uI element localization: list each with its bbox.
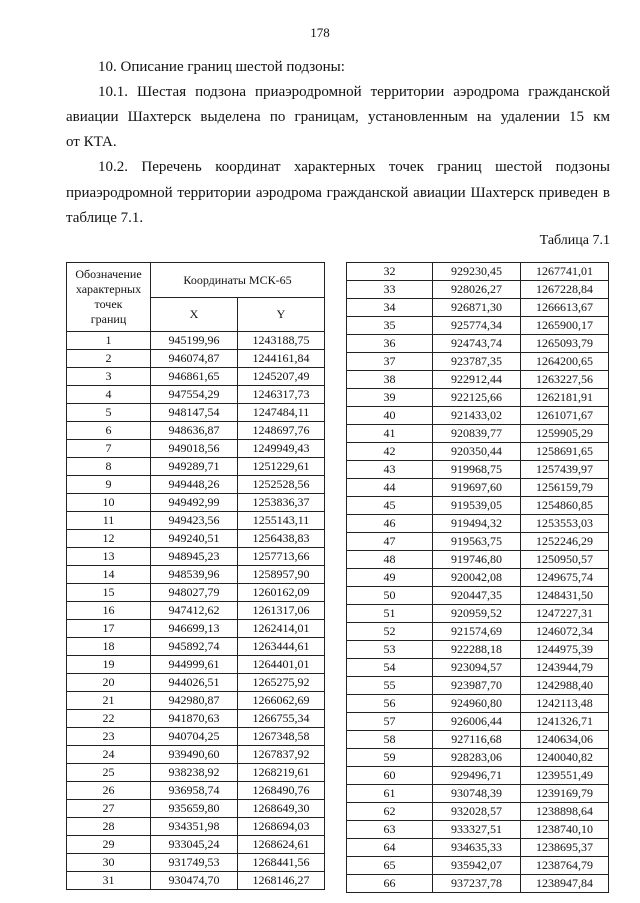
y-coordinate-cell: 1238947,84 [521,875,609,893]
table-row [347,443,609,461]
table-row [67,674,325,692]
point-number-cell: 63 [347,821,433,839]
x-coordinate-cell: 928026,27 [433,281,521,299]
point-number-cell: 45 [347,497,433,515]
point-number-cell: 30 [67,854,151,872]
x-coordinate-cell: 919539,05 [433,497,521,515]
table-row [67,728,325,746]
table-row [347,371,609,389]
point-number-cell: 8 [67,458,151,476]
y-coordinate-cell: 1240634,06 [521,731,609,749]
y-coordinate-cell: 1243188,75 [238,332,325,350]
paragraph-10-2-line-3: таблице 7.1. [66,210,144,226]
table-row [347,785,609,803]
table-row [347,623,609,641]
table-row [347,479,609,497]
paragraph-10-1-line-3: от КТА. [66,134,117,150]
point-number-cell: 42 [347,443,433,461]
point-number-cell: 48 [347,551,433,569]
x-coordinate-cell: 924743,74 [433,335,521,353]
point-number-cell: 44 [347,479,433,497]
table-row [67,602,325,620]
y-coordinate-cell: 1239169,79 [521,785,609,803]
y-coordinate-cell: 1261071,67 [521,407,609,425]
y-coordinate-cell: 1253836,37 [238,494,325,512]
y-coordinate-cell: 1267228,84 [521,281,609,299]
table-row [347,605,609,623]
x-coordinate-cell: 922912,44 [433,371,521,389]
y-coordinate-cell: 1267741,01 [521,263,609,281]
x-coordinate-cell: 946861,65 [151,368,238,386]
x-coordinate-cell: 948027,79 [151,584,238,602]
table-row [347,641,609,659]
point-number-cell: 33 [347,281,433,299]
paragraph-10-1-line-1: 10.1. Шестая подзона приаэродромной территории аэродрома гражданской [98,84,610,100]
table-row [67,782,325,800]
table-row [347,713,609,731]
left-table-body [67,332,325,890]
x-coordinate-cell: 946074,87 [151,350,238,368]
table-row [347,389,609,407]
x-coordinate-cell: 949448,26 [151,476,238,494]
point-number-cell: 39 [347,389,433,407]
point-number-cell: 11 [67,512,151,530]
x-coordinate-cell: 933045,24 [151,836,238,854]
y-coordinate-cell: 1259905,29 [521,425,609,443]
x-coordinate-cell: 949018,56 [151,440,238,458]
table-row [67,692,325,710]
y-coordinate-cell: 1265093,79 [521,335,609,353]
point-number-cell: 14 [67,566,151,584]
y-coordinate-cell: 1248697,76 [238,422,325,440]
table-row [347,659,609,677]
table-row [347,317,609,335]
x-coordinate-cell: 920447,35 [433,587,521,605]
paragraph-10-2-line-1: 10.2. Перечень координат характерных точек границ шестой подзоны [98,159,610,175]
y-coordinate-cell: 1260162,09 [238,584,325,602]
y-coordinate-cell: 1250950,57 [521,551,609,569]
x-coordinate-cell: 919968,75 [433,461,521,479]
table-row [67,458,325,476]
y-coordinate-cell: 1265275,92 [238,674,325,692]
coordinates-table-left [66,262,325,890]
x-coordinate-cell: 948539,96 [151,566,238,584]
table-row [347,299,609,317]
table-row [67,350,325,368]
table-row [67,584,325,602]
x-coordinate-cell: 945892,74 [151,638,238,656]
table-row [347,839,609,857]
y-coordinate-cell: 1249675,74 [521,569,609,587]
x-coordinate-cell: 937237,78 [433,875,521,893]
x-coordinate-cell: 935659,80 [151,800,238,818]
x-coordinate-cell: 944026,51 [151,674,238,692]
table-row [67,836,325,854]
header-x: X [151,298,238,332]
table-row [347,335,609,353]
table-row [67,530,325,548]
table-row [347,497,609,515]
x-coordinate-cell: 934635,33 [433,839,521,857]
point-number-cell: 23 [67,728,151,746]
table-row [347,803,609,821]
header-y: Y [238,298,325,332]
table-row [347,281,609,299]
y-coordinate-cell: 1268624,61 [238,836,325,854]
y-coordinate-cell: 1247227,31 [521,605,609,623]
point-number-cell: 25 [67,764,151,782]
y-coordinate-cell: 1251229,61 [238,458,325,476]
point-number-cell: 60 [347,767,433,785]
point-number-cell: 62 [347,803,433,821]
y-coordinate-cell: 1262414,01 [238,620,325,638]
point-number-cell: 40 [347,407,433,425]
table-row [347,731,609,749]
table-row [67,548,325,566]
y-coordinate-cell: 1238740,10 [521,821,609,839]
point-number-cell: 13 [67,548,151,566]
point-number-cell: 28 [67,818,151,836]
y-coordinate-cell: 1238898,64 [521,803,609,821]
point-number-cell: 52 [347,623,433,641]
point-number-cell: 36 [347,335,433,353]
table-row [347,407,609,425]
point-number-cell: 58 [347,731,433,749]
y-coordinate-cell: 1264401,01 [238,656,325,674]
page-number: 178 [310,25,330,40]
x-coordinate-cell: 922125,66 [433,389,521,407]
table-row [347,353,609,371]
point-number-cell: 35 [347,317,433,335]
point-number-cell: 7 [67,440,151,458]
table-row [67,800,325,818]
table-row [67,368,325,386]
table-row [67,422,325,440]
table-row [347,677,609,695]
table-row [347,821,609,839]
y-coordinate-cell: 1263227,56 [521,371,609,389]
table-row [67,710,325,728]
point-number-cell: 47 [347,533,433,551]
point-number-cell: 37 [347,353,433,371]
x-coordinate-cell: 936958,74 [151,782,238,800]
x-coordinate-cell: 920350,44 [433,443,521,461]
point-number-cell: 53 [347,641,433,659]
point-number-cell: 16 [67,602,151,620]
x-coordinate-cell: 949492,99 [151,494,238,512]
point-number-cell: 66 [347,875,433,893]
y-coordinate-cell: 1248431,50 [521,587,609,605]
paragraph-10-1-line-2: авиации Шахтерск выделена по границам, установленным на удалении 15 км [66,109,610,125]
table-row [347,749,609,767]
point-number-cell: 50 [347,587,433,605]
y-coordinate-cell: 1258957,90 [238,566,325,584]
y-coordinate-cell: 1256438,83 [238,530,325,548]
x-coordinate-cell: 949240,51 [151,530,238,548]
point-number-cell: 2 [67,350,151,368]
point-number-cell: 34 [347,299,433,317]
x-coordinate-cell: 947554,29 [151,386,238,404]
point-number-cell: 51 [347,605,433,623]
x-coordinate-cell: 923094,57 [433,659,521,677]
point-number-cell: 57 [347,713,433,731]
y-coordinate-cell: 1268490,76 [238,782,325,800]
table-row [67,566,325,584]
y-coordinate-cell: 1265900,17 [521,317,609,335]
table-row [347,875,609,893]
y-coordinate-cell: 1246072,34 [521,623,609,641]
table-row [67,476,325,494]
point-number-cell: 20 [67,674,151,692]
y-coordinate-cell: 1262181,91 [521,389,609,407]
point-number-cell: 4 [67,386,151,404]
table-row [347,695,609,713]
x-coordinate-cell: 949423,56 [151,512,238,530]
x-coordinate-cell: 919697,60 [433,479,521,497]
point-number-cell: 3 [67,368,151,386]
point-number-cell: 9 [67,476,151,494]
table-row [67,872,325,890]
x-coordinate-cell: 947412,62 [151,602,238,620]
x-coordinate-cell: 919563,75 [433,533,521,551]
x-coordinate-cell: 948945,23 [151,548,238,566]
y-coordinate-cell: 1268219,61 [238,764,325,782]
x-coordinate-cell: 944999,61 [151,656,238,674]
right-table-body [347,263,609,893]
y-coordinate-cell: 1243944,79 [521,659,609,677]
y-coordinate-cell: 1263444,61 [238,638,325,656]
section-title: 10. Описание границ шестой подзоны: [98,59,345,75]
y-coordinate-cell: 1244975,39 [521,641,609,659]
paragraph-10-2-line-2: приаэродромной территории аэродрома гражданской авиации Шахтерск приведен в [66,185,610,201]
point-number-cell: 65 [347,857,433,875]
y-coordinate-cell: 1249949,43 [238,440,325,458]
x-coordinate-cell: 948147,54 [151,404,238,422]
y-coordinate-cell: 1266755,34 [238,710,325,728]
point-number-cell: 38 [347,371,433,389]
x-coordinate-cell: 948636,87 [151,422,238,440]
y-coordinate-cell: 1245207,49 [238,368,325,386]
point-number-cell: 56 [347,695,433,713]
x-coordinate-cell: 923787,35 [433,353,521,371]
header-point-line-4: границ [90,312,127,326]
x-coordinate-cell: 920959,52 [433,605,521,623]
y-coordinate-cell: 1268649,30 [238,800,325,818]
table-row [347,515,609,533]
x-coordinate-cell: 949289,71 [151,458,238,476]
y-coordinate-cell: 1253553,03 [521,515,609,533]
point-number-cell: 64 [347,839,433,857]
x-coordinate-cell: 928283,06 [433,749,521,767]
point-number-cell: 32 [347,263,433,281]
x-coordinate-cell: 923987,70 [433,677,521,695]
y-coordinate-cell: 1244161,84 [238,350,325,368]
point-number-cell: 6 [67,422,151,440]
x-coordinate-cell: 932028,57 [433,803,521,821]
y-coordinate-cell: 1246317,73 [238,386,325,404]
x-coordinate-cell: 938238,92 [151,764,238,782]
header-point-line-1: Обозначение [75,267,142,281]
y-coordinate-cell: 1268146,27 [238,872,325,890]
x-coordinate-cell: 920839,77 [433,425,521,443]
point-number-cell: 61 [347,785,433,803]
point-number-cell: 17 [67,620,151,638]
point-number-cell: 24 [67,746,151,764]
table-row [67,386,325,404]
x-coordinate-cell: 934351,98 [151,818,238,836]
table-row [67,818,325,836]
point-number-cell: 12 [67,530,151,548]
point-number-cell: 18 [67,638,151,656]
point-number-cell: 59 [347,749,433,767]
point-number-cell: 27 [67,800,151,818]
x-coordinate-cell: 926871,30 [433,299,521,317]
x-coordinate-cell: 935942,07 [433,857,521,875]
point-number-cell: 26 [67,782,151,800]
x-coordinate-cell: 931749,53 [151,854,238,872]
header-point-line-3: точек [94,297,123,311]
header-point-line-2: характерных [75,282,142,296]
x-coordinate-cell: 933327,51 [433,821,521,839]
point-number-cell: 10 [67,494,151,512]
header-point-designation [67,263,151,332]
x-coordinate-cell: 939490,60 [151,746,238,764]
table-row [67,332,325,350]
x-coordinate-cell: 921574,69 [433,623,521,641]
y-coordinate-cell: 1240040,82 [521,749,609,767]
table-row [347,533,609,551]
point-number-cell: 49 [347,569,433,587]
x-coordinate-cell: 930748,39 [433,785,521,803]
x-coordinate-cell: 920042,08 [433,569,521,587]
y-coordinate-cell: 1266062,69 [238,692,325,710]
y-coordinate-cell: 1255143,11 [238,512,325,530]
point-number-cell: 46 [347,515,433,533]
table-row [67,854,325,872]
y-coordinate-cell: 1241326,71 [521,713,609,731]
x-coordinate-cell: 919746,80 [433,551,521,569]
x-coordinate-cell: 919494,32 [433,515,521,533]
y-coordinate-cell: 1238764,79 [521,857,609,875]
point-number-cell: 5 [67,404,151,422]
y-coordinate-cell: 1257439,97 [521,461,609,479]
table-caption: Таблица 7.1 [539,233,610,248]
point-number-cell: 55 [347,677,433,695]
point-number-cell: 41 [347,425,433,443]
table-row [347,461,609,479]
point-number-cell: 31 [67,872,151,890]
x-coordinate-cell: 922288,18 [433,641,521,659]
x-coordinate-cell: 929230,45 [433,263,521,281]
table-row [347,857,609,875]
point-number-cell: 21 [67,692,151,710]
y-coordinate-cell: 1257713,66 [238,548,325,566]
point-number-cell: 19 [67,656,151,674]
point-number-cell: 15 [67,584,151,602]
table-row [67,494,325,512]
table-row [67,656,325,674]
y-coordinate-cell: 1268441,56 [238,854,325,872]
y-coordinate-cell: 1258691,65 [521,443,609,461]
x-coordinate-cell: 946699,13 [151,620,238,638]
point-number-cell: 43 [347,461,433,479]
table-row [67,746,325,764]
y-coordinate-cell: 1254860,85 [521,497,609,515]
y-coordinate-cell: 1267837,92 [238,746,325,764]
table-row [347,263,609,281]
x-coordinate-cell: 941870,63 [151,710,238,728]
table-row [67,764,325,782]
y-coordinate-cell: 1261317,06 [238,602,325,620]
table-row [67,404,325,422]
table-row [67,440,325,458]
x-coordinate-cell: 940704,25 [151,728,238,746]
table-row [347,587,609,605]
x-coordinate-cell: 945199,96 [151,332,238,350]
y-coordinate-cell: 1242988,40 [521,677,609,695]
point-number-cell: 29 [67,836,151,854]
table-row [67,620,325,638]
x-coordinate-cell: 925774,34 [433,317,521,335]
x-coordinate-cell: 930474,70 [151,872,238,890]
y-coordinate-cell: 1264200,65 [521,353,609,371]
y-coordinate-cell: 1242113,48 [521,695,609,713]
point-number-cell: 22 [67,710,151,728]
point-number-cell: 54 [347,659,433,677]
x-coordinate-cell: 926006,44 [433,713,521,731]
table-row [347,767,609,785]
y-coordinate-cell: 1252528,56 [238,476,325,494]
y-coordinate-cell: 1247484,11 [238,404,325,422]
y-coordinate-cell: 1239551,49 [521,767,609,785]
x-coordinate-cell: 921433,02 [433,407,521,425]
y-coordinate-cell: 1252246,29 [521,533,609,551]
y-coordinate-cell: 1267348,58 [238,728,325,746]
header-coordinates: Координаты МСК-65 [151,263,325,298]
table-row [67,512,325,530]
x-coordinate-cell: 927116,68 [433,731,521,749]
table-row [347,551,609,569]
x-coordinate-cell: 924960,80 [433,695,521,713]
y-coordinate-cell: 1266613,67 [521,299,609,317]
point-number-cell: 1 [67,332,151,350]
y-coordinate-cell: 1256159,79 [521,479,609,497]
table-row [347,569,609,587]
y-coordinate-cell: 1268694,03 [238,818,325,836]
y-coordinate-cell: 1238695,37 [521,839,609,857]
x-coordinate-cell: 929496,71 [433,767,521,785]
x-coordinate-cell: 942980,87 [151,692,238,710]
coordinates-table-right [346,262,609,893]
table-row [347,425,609,443]
table-row [67,638,325,656]
